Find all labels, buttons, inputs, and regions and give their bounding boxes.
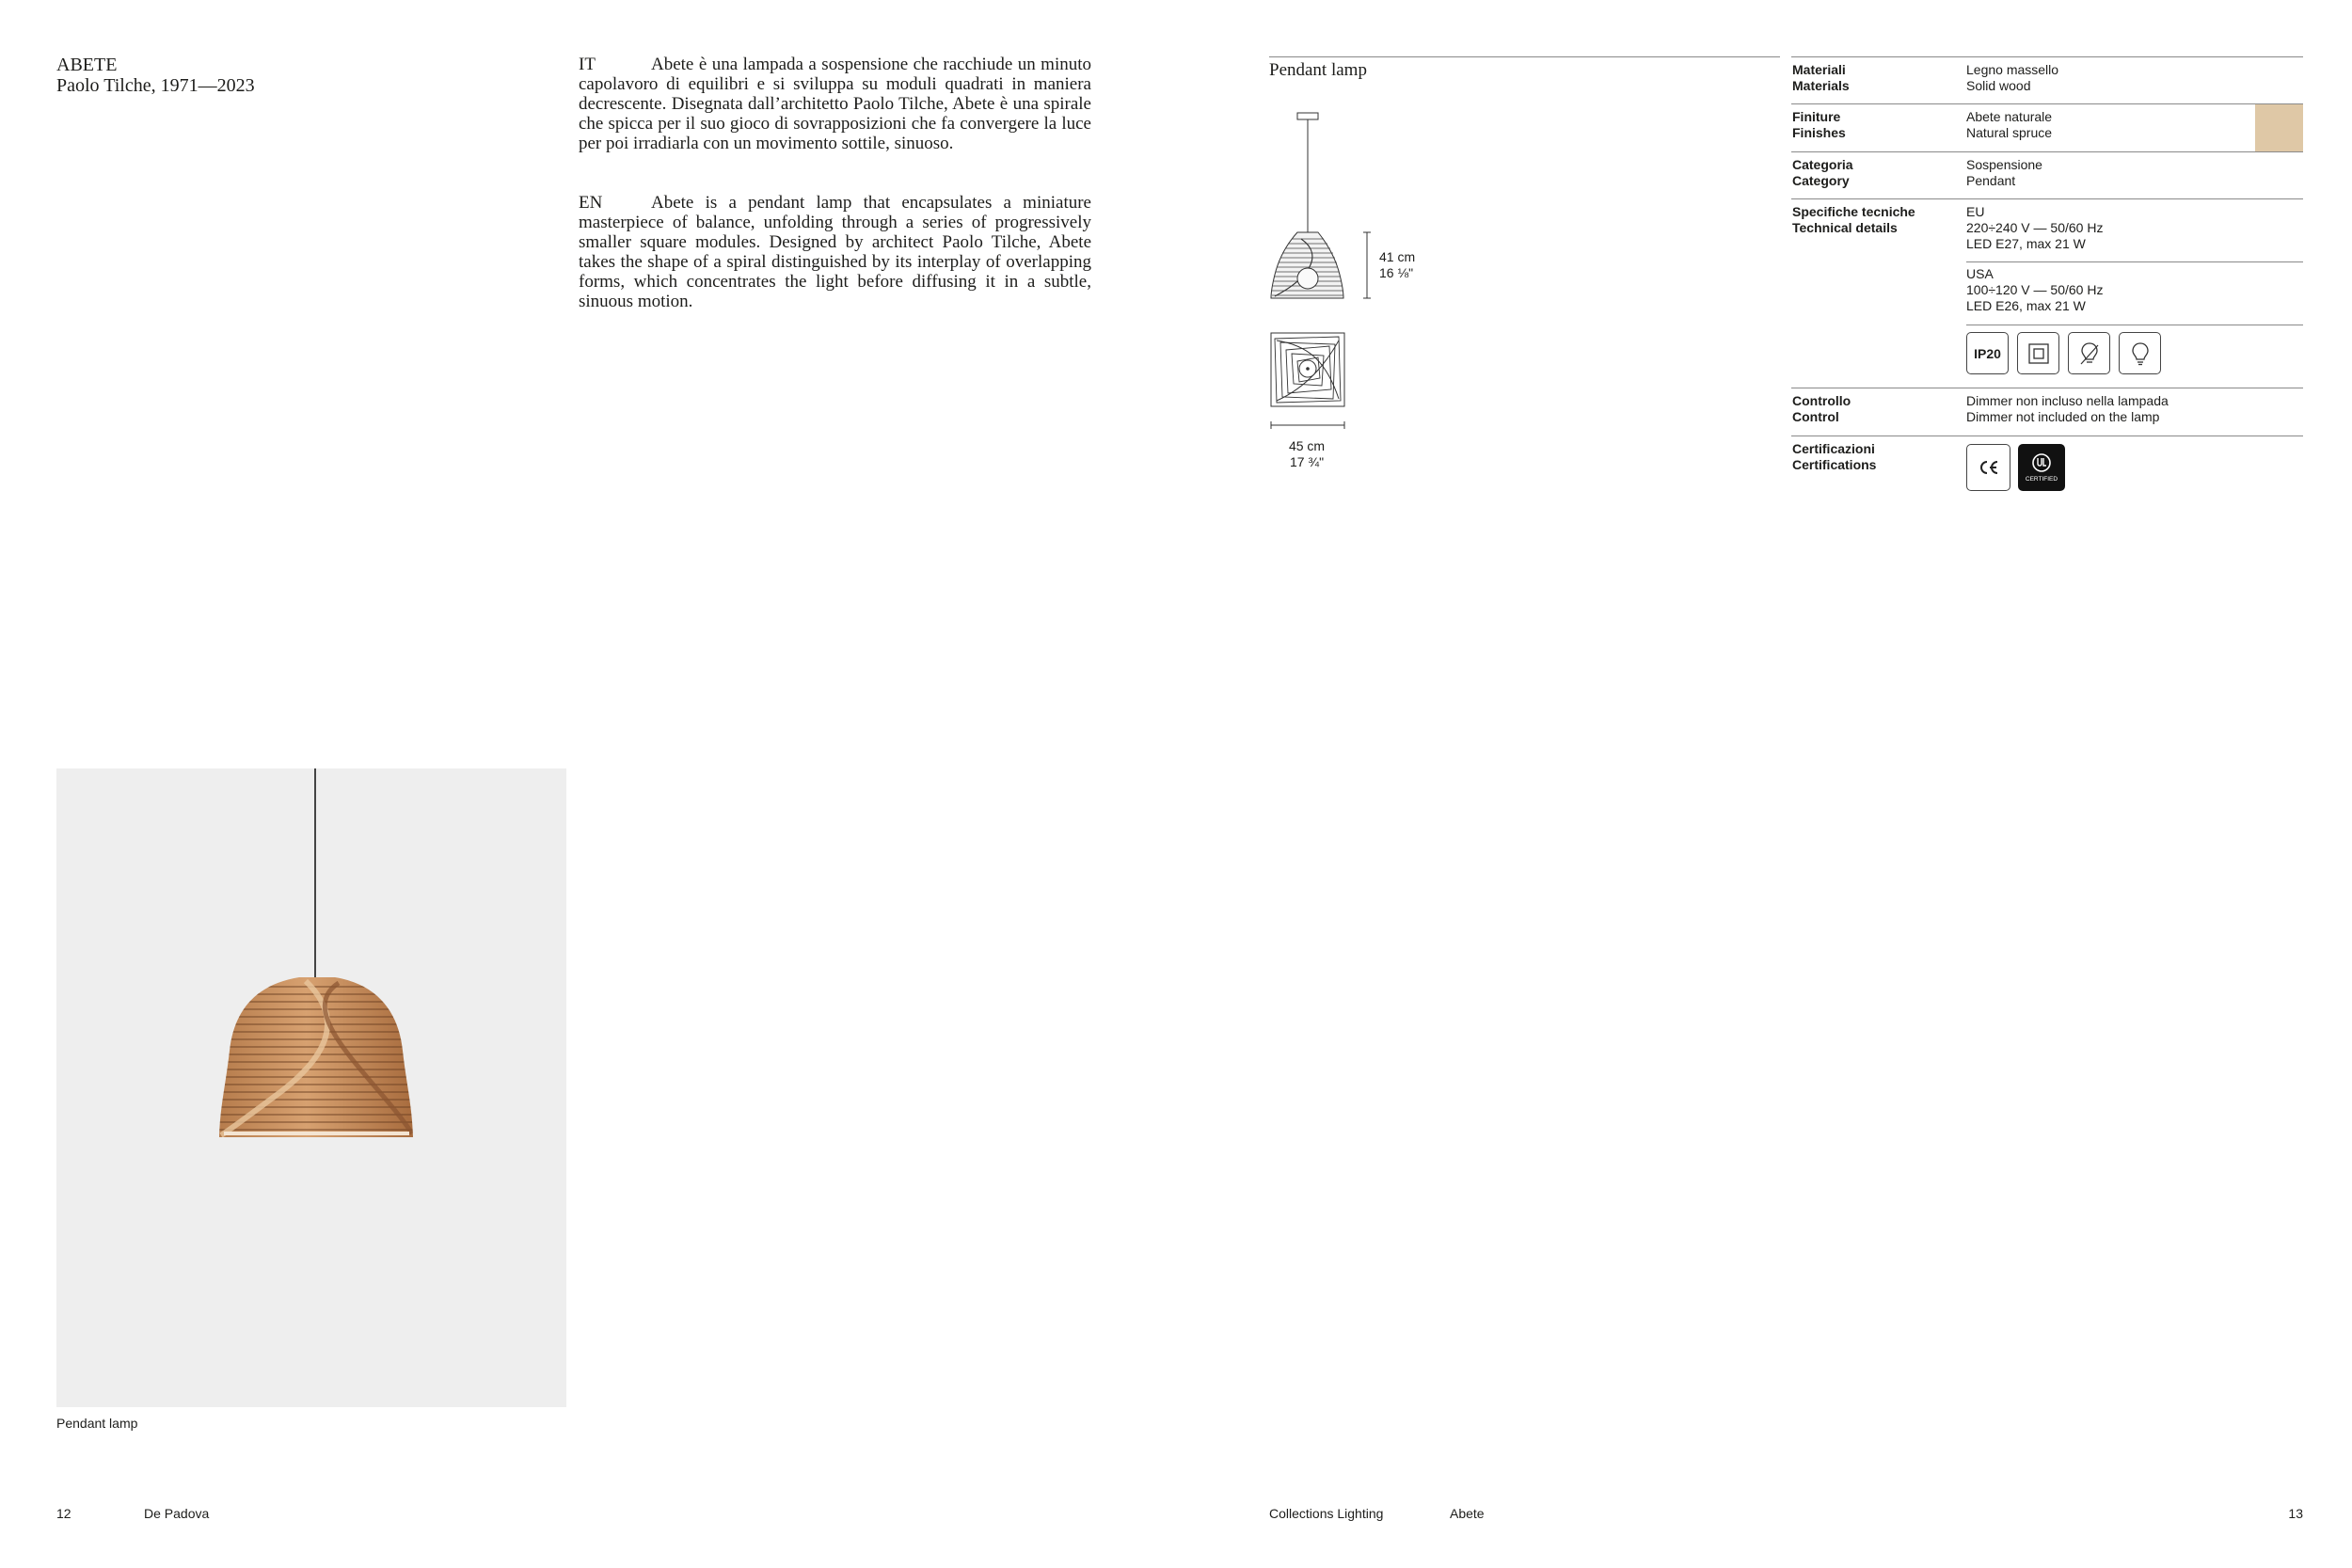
- label-en: Category: [1792, 173, 1850, 188]
- value-en: Dimmer not included on the lamp: [1966, 409, 2160, 424]
- width-dimension: [1269, 438, 1344, 470]
- label-en: Technical details: [1792, 220, 1898, 235]
- drawing-title: Pendant lamp: [1269, 60, 1367, 80]
- value-en: Solid wood: [1966, 78, 2031, 93]
- sub-divider: [1966, 261, 2303, 262]
- spec-value: [1966, 157, 2042, 189]
- width-inches: 17 ¾": [1289, 454, 1325, 469]
- label-it: Finiture: [1792, 109, 1841, 124]
- ul-certified-icon: [2018, 444, 2065, 491]
- description-it-text: Abete è una lampada a sospensione che racchiude un minuto capolavoro di equilibri e si sviluppa su moduli quadrati in maniera decrescente. Disegnata dall’architetto Paolo Tilche, Abete è una spirale che spicca per il suo gioco di sovrapposizioni che fa convergere la luce per poi irradiarla con un movimento sottile, sinuoso.: [579, 55, 1091, 153]
- spec-row-materials: [1791, 56, 2303, 103]
- label-it: Certificazioni: [1792, 441, 1875, 456]
- lamp-photo: [56, 768, 566, 1407]
- spec-row-certifications: [1791, 436, 2303, 501]
- description-english: [579, 193, 1091, 311]
- label-it: Categoria: [1792, 157, 1853, 172]
- spec-value: [1966, 204, 2103, 252]
- footer-brand: De Padova: [144, 1506, 210, 1521]
- value-it: Dimmer non incluso nella lampada: [1966, 393, 2169, 408]
- ul-caption: CERTIFIED: [2025, 476, 2058, 483]
- region-eu: EU: [1966, 204, 1985, 219]
- language-code-en: EN: [579, 193, 603, 213]
- spec-row-category: [1791, 151, 2303, 198]
- spec-value: [1966, 393, 2169, 425]
- bulb-icon: [2119, 332, 2161, 374]
- language-code-it: IT: [579, 55, 596, 74]
- label-en: Finishes: [1792, 125, 1846, 140]
- width-cm: 45 cm: [1288, 438, 1326, 453]
- ce-mark-icon: [1966, 444, 2010, 491]
- footer-collection: Collections Lighting: [1269, 1506, 1384, 1521]
- label-en: Materials: [1792, 78, 1850, 93]
- spec-label: [1792, 393, 1851, 425]
- spec-row-finishes: [1791, 103, 2303, 151]
- bulb-usa: LED E26, max 21 W: [1966, 298, 2086, 313]
- label-en: Certifications: [1792, 457, 1877, 472]
- voltage-usa: 100÷120 V — 50/60 Hz: [1966, 282, 2104, 297]
- spec-label: [1792, 157, 1853, 189]
- value-it: Legno massello: [1966, 62, 2059, 77]
- value-en: Natural spruce: [1966, 125, 2053, 140]
- height-cm: 41 cm: [1379, 249, 1416, 264]
- spec-row-technical-icons: [1791, 325, 2303, 388]
- label-it: Materiali: [1792, 62, 1846, 77]
- spec-value: [1966, 266, 2103, 314]
- spec-row-technical-usa: [1791, 261, 2303, 325]
- spec-value: [1966, 62, 2058, 94]
- photo-caption: Pendant lamp: [56, 1416, 138, 1431]
- spec-label: [1792, 62, 1850, 94]
- page-number-left: 12: [56, 1506, 72, 1521]
- height-inches: 16 ⅛": [1379, 265, 1414, 280]
- spec-label: [1792, 204, 1915, 236]
- label-it: Controllo: [1792, 393, 1851, 408]
- designer-credit: Paolo Tilche, 1971—2023: [56, 75, 255, 96]
- spec-table: [1791, 56, 2303, 501]
- page-number-right: 13: [2288, 1506, 2303, 1521]
- ip20-icon: IP20: [1966, 332, 2009, 374]
- description-en-text: Abete is a pendant lamp that encapsulates a miniature masterpiece of balance, unfolding through a series of progressively smaller square modules. Designed by architect Paolo Tilche, Abete takes the shape of a spiral distinguished by its interplay of overlapping forms, which concentrates the light before diffusing it in a subtle, sinuous motion.: [579, 193, 1091, 311]
- spec-row-technical-eu: [1791, 198, 2303, 261]
- product-header: [56, 55, 255, 96]
- spec-label: [1792, 441, 1876, 473]
- spec-row-control: [1791, 388, 2303, 436]
- spec-value: [1966, 109, 2052, 141]
- footer-product: Abete: [1450, 1506, 1485, 1521]
- bulb-eu: LED E27, max 21 W: [1966, 236, 2086, 251]
- dimmable-bulb-icon: [2068, 332, 2110, 374]
- class-ii-insulation-icon: [2017, 332, 2059, 374]
- value-it: Sospensione: [1966, 157, 2042, 172]
- label-en: Control: [1792, 409, 1839, 424]
- technical-drawing: [1269, 105, 1382, 444]
- value-it: Abete naturale: [1966, 109, 2053, 124]
- region-usa: USA: [1966, 266, 1994, 281]
- height-dimension: [1379, 249, 1415, 281]
- value-en: Pendant: [1966, 173, 2016, 188]
- voltage-eu: 220÷240 V — 50/60 Hz: [1966, 220, 2104, 235]
- pendant-lamp-illustration: [56, 768, 566, 1407]
- drawing-divider: [1269, 56, 1780, 57]
- description-italian: [579, 55, 1091, 153]
- spec-label: [1792, 109, 1846, 141]
- product-name: ABETE: [56, 55, 118, 75]
- finish-swatch-natural-spruce[interactable]: [2255, 104, 2303, 151]
- label-it: Specifiche tecniche: [1792, 204, 1915, 219]
